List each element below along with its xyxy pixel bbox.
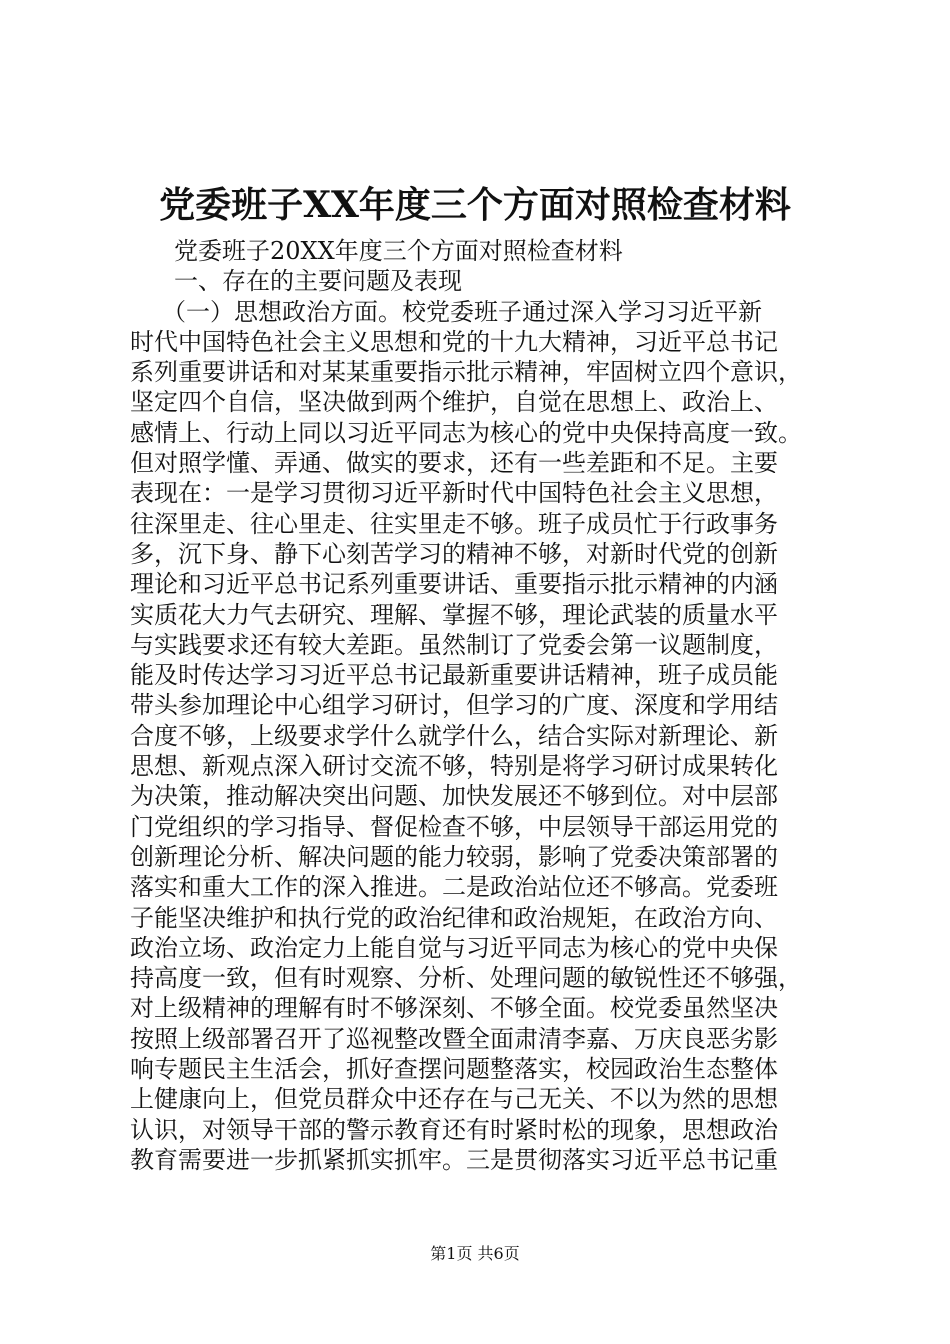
paragraph-line: 表现在：一是学习贯彻习近平新时代中国特色社会主义思想， (130, 479, 778, 508)
document-body (130, 236, 830, 1175)
page-footer: 第1页 共6页 (430, 1244, 520, 1263)
paragraph-line: （一）思想政治方面。校党委班子通过深入学习习近平新 (162, 297, 762, 326)
paragraph-line: 创新理论分析、解决问题的能力较弱，影响了党委决策部署的 (130, 842, 778, 871)
paragraph-line: 为决策，推动解决突出问题、加快发展还不够到位。对中层部 (130, 782, 778, 811)
paragraph-line: 理论和习近平总书记系列重要讲话、重要指示批示精神的内涵 (130, 570, 778, 599)
paragraph-line: 教育需要进一步抓紧抓实抓牢。三是贯彻落实习近平总书记重 (130, 1145, 778, 1174)
paragraph-line: 感情上、行动上同以习近平同志为核心的党中央保持高度一致。 (130, 418, 802, 447)
paragraph-line: 往深里走、往心里走、往实里走不够。班子成员忙于行政事务 (130, 509, 778, 538)
paragraph-line: 响专题民主生活会，抓好查摆问题整落实，校园政治生态整体 (130, 1055, 778, 1084)
paragraph-line: 对上级精神的理解有时不够深刻、不够全面。校党委虽然坚决 (130, 994, 778, 1023)
paragraph-line: 能及时传达学习习近平总书记最新重要讲话精神，班子成员能 (130, 661, 778, 690)
paragraph-line: 时代中国特色社会主义思想和党的十九大精神，习近平总书记 (130, 327, 778, 356)
paragraph-line: 按照上级部署召开了巡视整改暨全面肃清李嘉、万庆良恶劣影 (130, 1024, 778, 1053)
paragraph-line: 带头参加理论中心组学习研讨，但学习的广度、深度和学用结 (130, 691, 778, 720)
paragraph-line: 认识，对领导干部的警示教育还有时紧时松的现象，思想政治 (130, 1115, 778, 1144)
paragraph-line: 门党组织的学习指导、督促检查不够，中层领导干部运用党的 (130, 812, 778, 841)
paragraph-line: 上健康向上，但党员群众中还存在与己无关、不以为然的思想 (130, 1085, 778, 1114)
paragraph-line: 政治立场、政治定力上能自觉与习近平同志为核心的党中央保 (130, 933, 778, 962)
paragraph-line: 多，沉下身、静下心刻苦学习的精神不够，对新时代党的创新 (130, 539, 778, 568)
paragraph-line: 合度不够，上级要求学什么就学什么，结合实际对新理论、新 (130, 721, 778, 750)
paragraph-line: 但对照学懂、弄通、做实的要求，还有一些差距和不足。主要 (130, 449, 778, 478)
paragraph-line: 落实和重大工作的深入推进。二是政治站位还不够高。党委班 (130, 873, 778, 902)
document-title: 党委班子XX年度三个方面对照检查材料 (159, 184, 791, 226)
paragraph-line: 持高度一致，但有时观察、分析、处理问题的敏锐性还不够强， (130, 964, 802, 993)
paragraph-line: 坚定四个自信，坚决做到两个维护，自觉在思想上、政治上、 (130, 388, 778, 417)
paragraph-line: 与实践要求还有较大差距。虽然制订了党委会第一议题制度， (130, 630, 778, 659)
section-heading: 一、存在的主要问题及表现 (174, 267, 462, 296)
paragraph-line: 实质花大力气去研究、理解、掌握不够，理论武装的质量水平 (130, 600, 778, 629)
paragraph-line: 思想、新观点深入研讨交流不够，特别是将学习研讨成果转化 (130, 752, 778, 781)
paragraph-line: 子能坚决维护和执行党的政治纪律和政治规矩，在政治方向、 (130, 903, 778, 932)
paragraph-line: 系列重要讲话和对某某重要指示批示精神，牢固树立四个意识， (130, 358, 802, 387)
subtitle: 党委班子20XX年度三个方面对照检查材料 (174, 237, 623, 265)
body-paragraph (130, 297, 830, 1176)
